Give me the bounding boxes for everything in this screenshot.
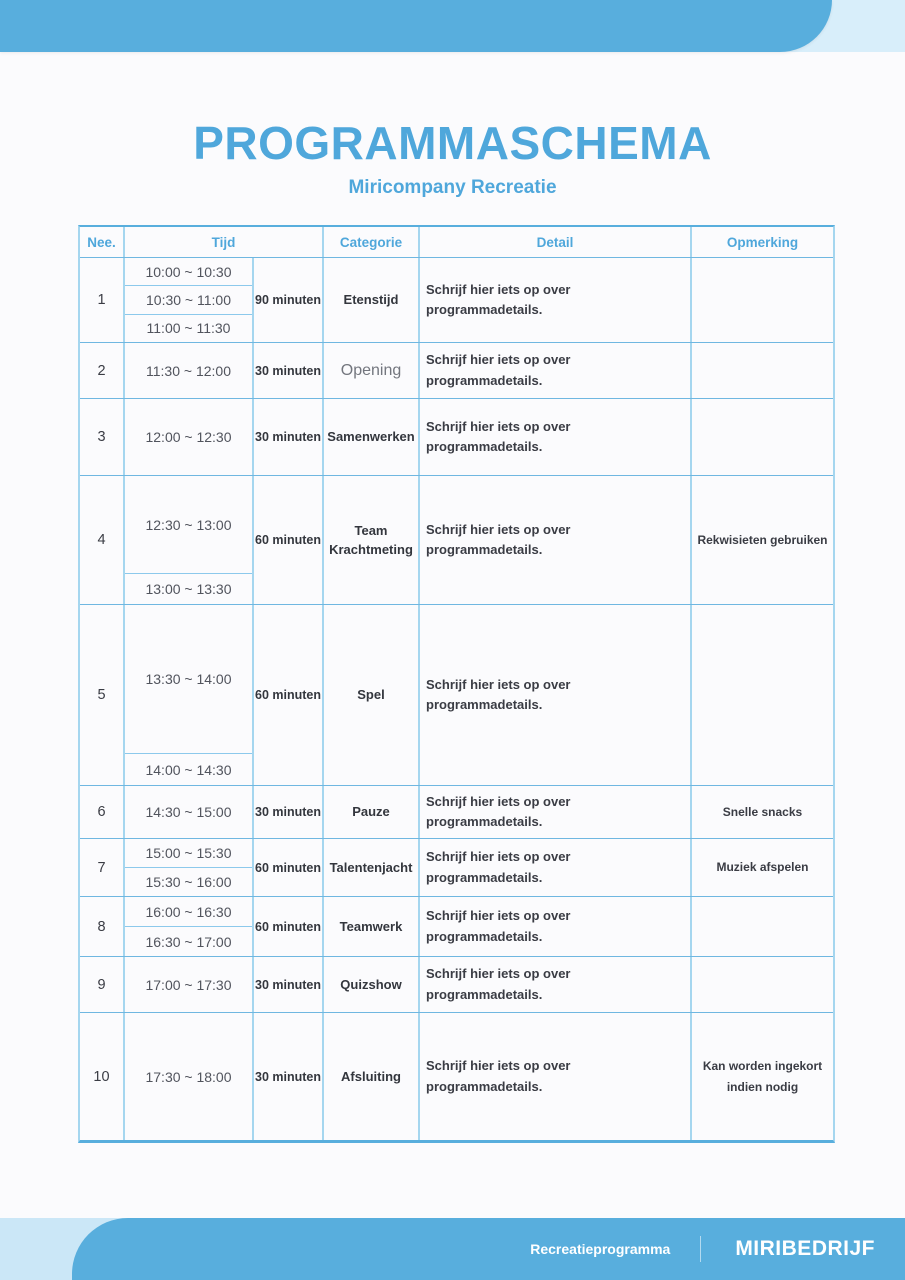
row-number: 6 <box>80 786 125 838</box>
duration: 30 minuten <box>254 399 324 475</box>
time-slot: 11:30 ~ 12:00 <box>146 362 231 379</box>
detail-text: Schrijf hier iets op over programmadetails. <box>426 966 571 1002</box>
row-number: 10 <box>80 1013 125 1140</box>
column-header-detail: Detail <box>420 227 692 257</box>
detail-cell <box>420 605 692 785</box>
table-row <box>80 839 833 897</box>
duration: 30 minuten <box>254 1013 324 1140</box>
column-header-categorie: Categorie <box>324 227 420 257</box>
duration: 30 minuten <box>254 957 324 1012</box>
table-row <box>80 897 833 957</box>
detail-text: Schrijf hier iets op over programmadetails. <box>426 1058 571 1094</box>
detail-text: Schrijf hier iets op over programmadetails. <box>426 352 571 388</box>
time-slot-group <box>125 605 254 785</box>
duration: 30 minuten <box>254 343 324 398</box>
detail-cell <box>420 343 692 398</box>
duration: 30 minuten <box>254 786 324 838</box>
detail-cell <box>420 476 692 604</box>
time-slot: 17:30 ~ 18:00 <box>145 1068 232 1085</box>
note <box>692 343 833 398</box>
time-slot-group <box>125 786 254 838</box>
note <box>692 258 833 342</box>
detail-cell <box>420 897 692 956</box>
time-slot: 17:00 ~ 17:30 <box>145 976 232 993</box>
time-slot: 12:00 ~ 12:30 <box>145 429 232 445</box>
note: Rekwisieten gebruiken <box>697 532 828 547</box>
category: Team Krachtmeting <box>324 476 420 604</box>
duration: 60 minuten <box>254 476 324 604</box>
detail-cell <box>420 786 692 838</box>
category: Etenstijd <box>324 258 420 342</box>
time-slot-group <box>125 343 254 398</box>
time-slot: 10:00 ~ 10:30 <box>145 263 232 280</box>
category: Pauze <box>324 786 420 838</box>
footer-brand: MIRIBEDRIJF <box>735 1237 875 1260</box>
duration: 60 minuten <box>254 839 324 896</box>
category: Opening <box>324 343 420 398</box>
row-number: 7 <box>80 839 125 896</box>
table-row <box>80 399 833 476</box>
time-slot-group <box>125 839 254 896</box>
duration: 60 minuten <box>254 605 324 785</box>
footer-doc-label: Recreatieprogramma <box>530 1241 671 1257</box>
column-header-tijd: Tijd <box>125 227 324 257</box>
time-slot: 13:00 ~ 13:30 <box>125 573 252 604</box>
detail-cell <box>420 957 692 1012</box>
time-slot: 16:30 ~ 17:00 <box>125 926 252 956</box>
category: Spel <box>324 605 420 785</box>
time-slot-group <box>125 399 254 475</box>
footer-divider <box>700 1236 701 1262</box>
column-header-nr: Nee. <box>80 227 125 257</box>
time-slot-group <box>125 957 254 1012</box>
row-number: 1 <box>80 258 125 342</box>
detail-text: Schrijf hier iets op over programmadetails. <box>426 521 571 557</box>
time-slot: 14:00 ~ 14:30 <box>125 753 252 785</box>
time-slot: 15:00 ~ 15:30 <box>145 845 232 861</box>
footer-banner <box>72 1218 905 1280</box>
row-number: 5 <box>80 605 125 785</box>
detail-text: Schrijf hier iets op over programmadetails. <box>426 849 571 885</box>
category: Teamwerk <box>324 897 420 956</box>
table-row <box>80 343 833 399</box>
category: Talentenjacht <box>324 839 420 896</box>
note: Muziek afspelen <box>716 860 809 875</box>
schedule-body <box>80 258 833 1140</box>
time-slot: 12:30 ~ 13:00 <box>145 516 232 533</box>
page-subtitle: Miricompany Recreatie <box>348 177 557 198</box>
time-slot-group <box>125 1013 254 1140</box>
table-row <box>80 786 833 839</box>
row-number: 4 <box>80 476 125 604</box>
time-slot-group <box>125 258 254 342</box>
time-slot: 13:30 ~ 14:00 <box>145 671 232 688</box>
note: Kan worden ingekort indien nodig <box>702 1059 823 1094</box>
note <box>692 957 833 1012</box>
table-row <box>80 1013 833 1140</box>
time-slot: 10:30 ~ 11:00 <box>125 285 252 313</box>
table-row <box>80 476 833 605</box>
time-slot: 16:00 ~ 16:30 <box>145 903 232 920</box>
detail-text: Schrijf hier iets op over programmadetails. <box>426 908 571 944</box>
detail-text: Schrijf hier iets op over programmadetails. <box>426 418 571 454</box>
column-header-opmerking: Opmerking <box>726 234 799 250</box>
time-slot: 14:30 ~ 15:00 <box>145 804 232 820</box>
detail-cell <box>420 258 692 342</box>
note <box>692 605 833 785</box>
note: Snelle snacks <box>722 804 803 819</box>
detail-text: Schrijf hier iets op over programmadetails. <box>426 793 571 829</box>
time-slot-group <box>125 476 254 604</box>
header-banner <box>0 0 832 52</box>
duration: 60 minuten <box>254 897 324 956</box>
table-row <box>80 957 833 1013</box>
table-row <box>80 605 833 786</box>
detail-cell <box>420 839 692 896</box>
note <box>692 399 833 475</box>
duration: 90 minuten <box>254 258 324 342</box>
row-number: 8 <box>80 897 125 956</box>
detail-text: Schrijf hier iets op over programmadetails. <box>426 281 571 317</box>
row-number: 3 <box>80 399 125 475</box>
table-header-row <box>80 227 833 258</box>
note <box>692 897 833 956</box>
schedule-table <box>78 225 835 1143</box>
table-row <box>80 258 833 343</box>
category: Afsluiting <box>324 1013 420 1140</box>
time-slot: 11:00 ~ 11:30 <box>125 314 252 342</box>
time-slot-group <box>125 897 254 956</box>
detail-text: Schrijf hier iets op over programmadetails. <box>426 676 571 712</box>
row-number: 2 <box>80 343 125 398</box>
detail-cell <box>420 399 692 475</box>
page-title: PROGRAMMASCHEMA <box>193 117 712 169</box>
detail-cell <box>420 1013 692 1140</box>
time-slot: 15:30 ~ 16:00 <box>125 867 252 896</box>
row-number: 9 <box>80 957 125 1012</box>
category: Quizshow <box>324 957 420 1012</box>
category: Samenwerken <box>324 399 420 475</box>
